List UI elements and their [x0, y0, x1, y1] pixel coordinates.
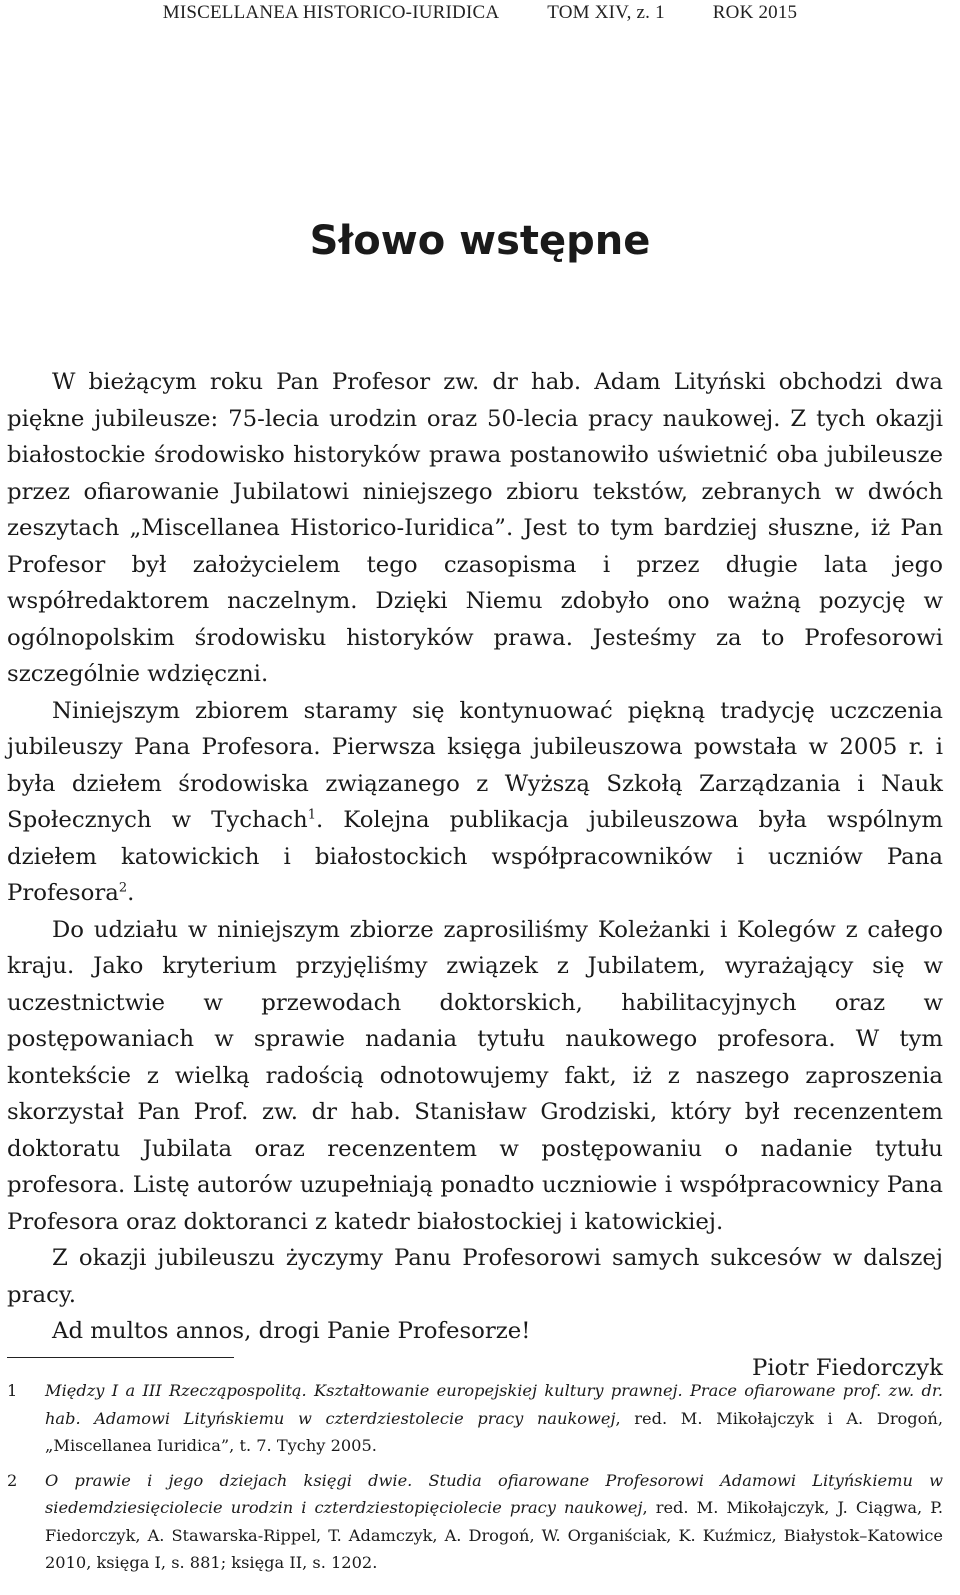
- footnote-2: [7, 1467, 943, 1577]
- footnote-ref-1[interactable]: 1: [307, 807, 317, 823]
- footnote-divider: [7, 1357, 234, 1358]
- footnote-text: [45, 1377, 943, 1460]
- footnote-details: , red. M. Mikołajczyk, J. Ciągwa, P. Fiedorczyk, A. Stawarska-Rippel, T. Adamczyk, A. Drogoń, W. Organiściak, K. Kuźmicz, Białystok–Katowice 2010, księga I, s. 881; księga II, s. 1202.: [45, 1498, 943, 1572]
- footnote-details: , red. M. Mikołajczyk i A. Drogoń, „Miscellanea Iuridica”, t. 7. Tychy 2005.: [45, 1408, 943, 1455]
- footnote-title: O prawie i jego dziejach księgi dwie. Studia ofiarowane Profesorowi Adamowi Lityńskiemu w siedemdziesięciolecie urodzin i czterdziestopięciolecie pracy naukowej: [45, 1470, 943, 1517]
- volume-number: TOM XIV, z. 1: [547, 2, 665, 23]
- footnote-title: Między I a III Rzecząpospolitą. Kształtowanie europejskiej kultury prawnej. Prace ofiarowane prof. zw. dr. hab. Adamowi Lityńskiemu w czterdziestolecie pracy naukowej: [45, 1381, 943, 1428]
- article-body: [7, 364, 943, 1386]
- running-header: [0, 2, 960, 24]
- footnote-1: [7, 1377, 943, 1460]
- paragraph-5: Ad multos annos, drogi Panie Profesorze!: [52, 1318, 531, 1344]
- footnote-ref-2[interactable]: 2: [118, 880, 128, 896]
- publication-year: ROK 2015: [712, 2, 798, 23]
- paragraph-2-text-b: . Kolejna publikacja jubileuszowa była wspólnym dziełem katowickich i białostockich współpracowników i uczniów Pana Profesora: [7, 807, 943, 906]
- footnote-number: 1: [7, 1381, 18, 1400]
- signature: Piotr Fiedorczyk: [752, 1354, 943, 1381]
- paragraph-1: W bieżącym roku Pan Profesor zw. dr hab. Adam Lityński obchodzi dwa piękne jubileusze: 75-lecia urodzin oraz 50-lecia pracy naukowej. Z tych okazji białostockie środowisko historyków prawa postanowiło uświetnić oba jubileusze przez ofiarowanie Jubilatowi niniejszego zbioru tekstów, zebranych w dwóch zeszytach „Miscellanea Historico-Iuridica”. Jest to tym bardziej słuszne, iż Pan Profesor był założycielem tego czasopisma i przez długie lata jego współredaktorem naczelnym. Dzięki Niemu zdobyło ono ważną pozycję w ogólnopolskim środowisku historyków prawa. Jesteśmy za to Profesorowi szczególnie wdzięczni.: [7, 369, 943, 687]
- footnote-number: 2: [7, 1470, 18, 1490]
- footnote-text: [45, 1467, 943, 1577]
- paragraph-2-text-a: Niniejszym zbiorem staramy się kontynuować piękną tradycję uczczenia jubileuszy Pana Profesora. Pierwsza księga jubileuszowa powstała w 2005 r. i była dziełem środowiska związanego z Wyższą Szkołą Zarządzania i Nauk Społecznych w Tychach: [7, 697, 943, 833]
- paragraph-3: Do udziału w niniejszym zbiorze zaprosiliśmy Koleżanki i Kolegów z całego kraju. Jako kryterium przyjęliśmy związek z Jubilatem, wyrażający się w uczestnictwie w przewodach doktorskich, habilitacyjnych oraz w postępowaniach w sprawie nadania tytułu naukowego profesora. W tym kontekście z wielką radością odnotowujemy fakt, iż z naszego zaproszenia skorzystał Pan Prof. zw. dr hab. Stanisław Grodziski, który był recenzentem doktoratu Jubilata oraz recenzentem w postępowaniu o nadanie tytułu profesora. Listę autorów uzupełniają ponadto uczniowie i współpracownicy Pana Profesora oraz doktoranci z katedr białostockiej i katowickiej.: [7, 916, 943, 1235]
- paragraph-2: [7, 693, 943, 912]
- footnotes: [7, 1377, 943, 1584]
- journal-name: MISCELLANEA HISTORICO-IURIDICA: [162, 2, 500, 23]
- paragraph-2-text-c: .: [127, 880, 135, 906]
- page-title: Słowo wstępne: [309, 218, 651, 264]
- paragraph-4: Z okazji jubileuszu życzymy Panu Profesorowi samych sukcesów w dalszej pracy.: [7, 1245, 943, 1308]
